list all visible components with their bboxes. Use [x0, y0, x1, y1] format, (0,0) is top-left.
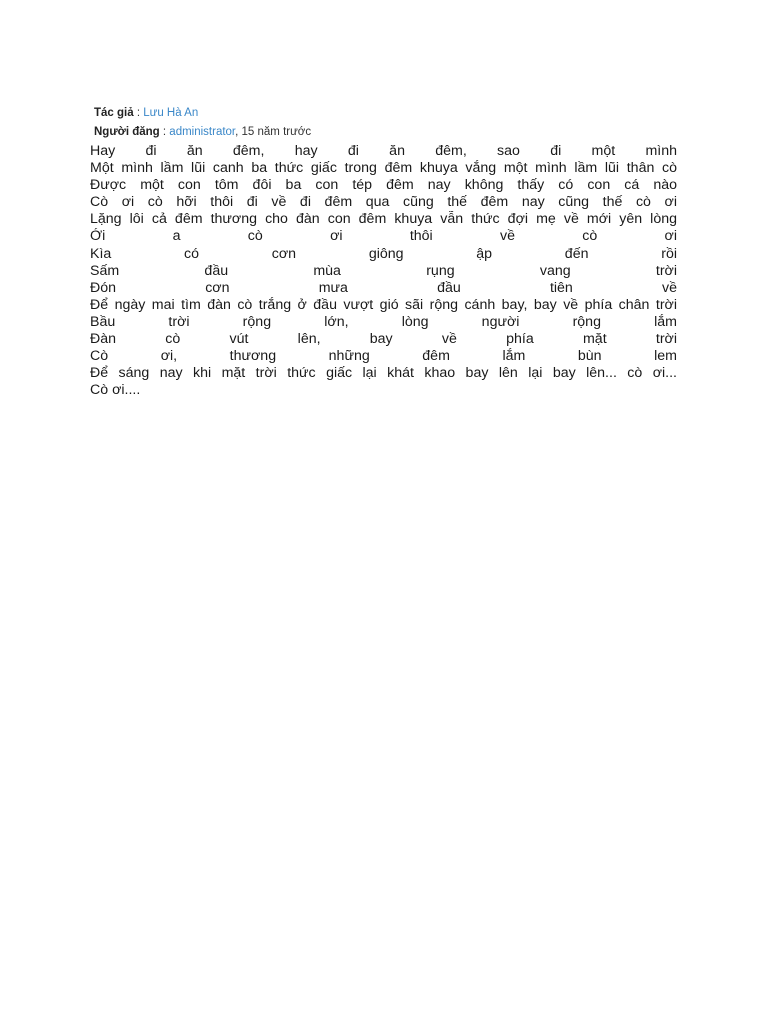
poem-line: Cò ơi, thương những đêm lắm bùn lem	[90, 348, 677, 365]
poster-label: Người đăng	[94, 126, 160, 138]
poem-line: Hay đi ăn đêm, hay đi ăn đêm, sao đi một mình	[90, 143, 677, 159]
author-link[interactable]: Lưu Hà An	[143, 107, 199, 119]
poem-line: Để sáng nay khi mặt trời thức giấc lại khát khao bay lên lại bay lên... cò ơi...	[90, 365, 677, 382]
posted-time: , 15 năm trước	[235, 126, 312, 138]
poster-link[interactable]: administrator	[169, 126, 236, 138]
poem-line: Đàn cò vút lên, bay về phía mặt trời	[90, 331, 677, 348]
document-page	[90, 104, 677, 399]
poem-line: Bầu trời rộng lớn, lòng người rộng lắm	[90, 313, 677, 330]
poem-line: Một mình lầm lũi canh ba thức giấc trong đêm khuya vắng một mình lầm lũi thân cò	[90, 160, 677, 177]
poster-line	[90, 123, 677, 142]
poem-line: Ới a cò ơi thôi về cò ơi	[90, 228, 677, 245]
author-label: Tác giả	[94, 107, 134, 119]
author-separator: :	[133, 107, 144, 119]
poem-line: Lặng lôi cả đêm thương cho đàn con đêm khuya vẫn thức đợi mẹ về mới yên lòng	[90, 211, 677, 228]
poem-line: Kìa có cơn giông ập đến rồi	[90, 245, 677, 262]
poem-line: Cò ơi cò hỡi thôi đi về đi đêm qua cũng thế đêm nay cũng thế cò ơi	[90, 194, 677, 211]
poem-line: Sấm đầu mùa rụng vang trời	[90, 262, 677, 279]
poem-body	[90, 143, 677, 399]
poem-line: Cò ơi....	[90, 382, 141, 399]
author-line	[90, 104, 677, 123]
poem-line: Được một con tôm đôi ba con tép đêm nay không thấy có con cá nào	[90, 177, 677, 194]
poem-line: Đón cơn mưa đầu tiên về	[90, 279, 677, 296]
poster-separator: :	[159, 126, 170, 138]
poem-line: Để ngày mai tìm đàn cò trắng ở đầu vượt gió sãi rộng cánh bay, bay về phía chân trời	[90, 296, 677, 313]
